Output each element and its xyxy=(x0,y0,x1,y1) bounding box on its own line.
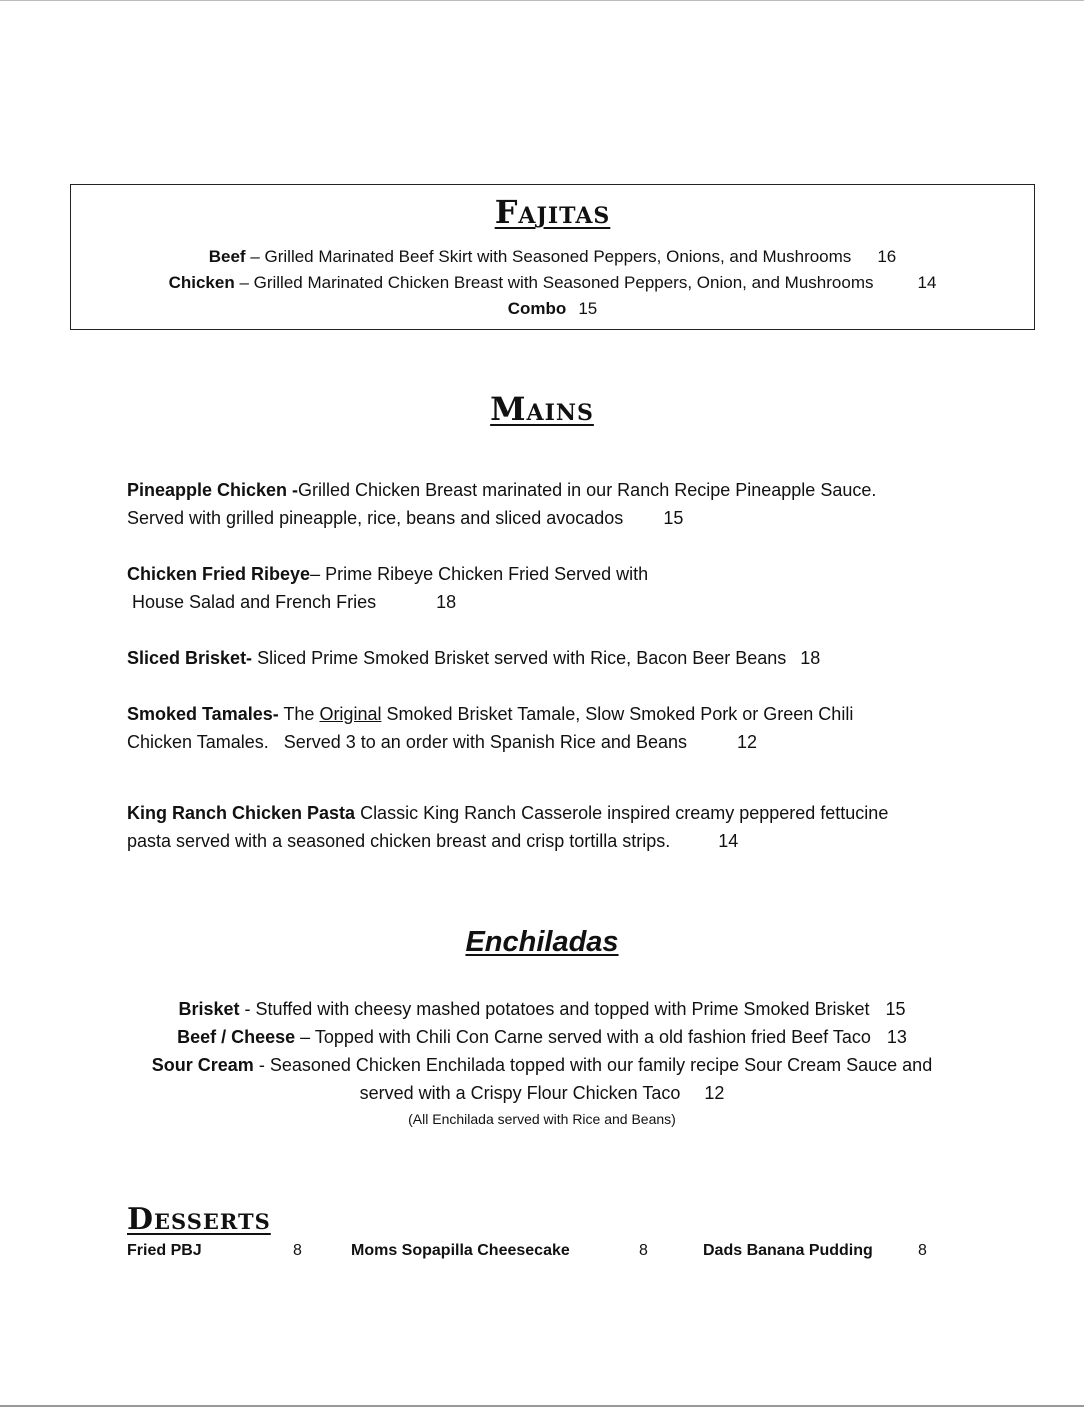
item-price: 15 xyxy=(885,999,906,1019)
item-description: House Salad and French Fries xyxy=(127,592,377,612)
dessert-price: 8 xyxy=(293,1242,302,1259)
item-name: Sliced Brisket- xyxy=(127,648,253,668)
mains-king-ranch-pasta xyxy=(127,799,888,855)
fajitas-beef xyxy=(71,247,1034,267)
enchilada-beef-cheese xyxy=(100,1023,984,1051)
item-name: Beef xyxy=(208,247,246,266)
item-name: King Ranch Chicken Pasta xyxy=(127,803,356,823)
mains-title: Mains xyxy=(490,390,594,428)
enchiladas-title: Enchiladas xyxy=(465,926,619,958)
item-price: 12 xyxy=(704,1083,725,1103)
mains-pineapple-chicken xyxy=(127,476,876,532)
dessert-price: 8 xyxy=(918,1242,927,1259)
top-border xyxy=(0,0,1084,1)
item-name: Sour Cream xyxy=(151,1055,254,1075)
fajitas-title: Fajitas xyxy=(494,193,611,231)
item-description: pasta served with a seasoned chicken breast and crisp tortilla strips. xyxy=(127,831,671,851)
item-name: Combo xyxy=(507,299,567,318)
item-name: Brisket xyxy=(178,999,240,1019)
dessert-name: Dads Banana Pudding xyxy=(703,1242,873,1259)
item-name: Smoked Tamales- xyxy=(127,704,279,724)
item-description: Classic King Ranch Casserole inspired creamy peppered fettucine xyxy=(355,803,889,823)
bottom-border xyxy=(0,1405,1084,1407)
item-description: Smoked Brisket Tamale, Slow Smoked Pork or Green Chili xyxy=(381,704,854,724)
item-description: – Topped with Chili Con Carne served with a old fashion fried Beef Taco xyxy=(295,1027,871,1047)
item-description: Sliced Prime Smoked Brisket served with Rice, Bacon Beer Beans xyxy=(252,648,787,668)
enchilada-brisket xyxy=(100,995,984,1023)
item-price: 15 xyxy=(578,299,598,318)
fajitas-section xyxy=(70,184,1035,330)
item-description: – Prime Ribeye Chicken Fried Served with xyxy=(310,564,649,584)
enchiladas-section xyxy=(100,995,984,1131)
mains-sliced-brisket xyxy=(127,644,820,672)
desserts-title: Desserts xyxy=(127,1202,271,1237)
dessert-price: 8 xyxy=(639,1242,648,1259)
item-price: 16 xyxy=(877,247,897,266)
item-description: served with a Crispy Flour Chicken Taco xyxy=(359,1083,681,1103)
item-price: 14 xyxy=(718,831,739,851)
fajitas-chicken xyxy=(71,273,1034,293)
item-price: 13 xyxy=(886,1027,907,1047)
fajitas-combo xyxy=(71,299,1034,319)
mains-chicken-fried-ribeye xyxy=(127,560,648,616)
enchilada-sour-cream xyxy=(100,1051,984,1107)
item-price: 18 xyxy=(436,592,457,612)
item-name: Pineapple Chicken - xyxy=(127,480,299,500)
item-description: Served with grilled pineapple, rice, beans and sliced avocados xyxy=(127,508,624,528)
item-description: The xyxy=(278,704,320,724)
item-price: 14 xyxy=(917,273,937,292)
item-description: - Seasoned Chicken Enchilada topped with our family recipe Sour Cream Sauce and xyxy=(253,1055,933,1075)
item-description: – Grilled Marinated Chicken Breast with Seasoned Peppers, Onion, and Mushrooms xyxy=(234,273,874,292)
item-name: Beef / Cheese xyxy=(177,1027,296,1047)
item-description: - Stuffed with cheesy mashed potatoes and topped with Prime Smoked Brisket xyxy=(239,999,870,1019)
item-price: 15 xyxy=(663,508,684,528)
item-description: Grilled Chicken Breast marinated in our Ranch Recipe Pineapple Sauce. xyxy=(298,480,877,500)
item-price: 18 xyxy=(800,648,821,668)
dessert-name: Moms Sopapilla Cheesecake xyxy=(351,1242,570,1259)
item-name: Chicken xyxy=(168,273,235,292)
item-name: Chicken Fried Ribeye xyxy=(127,564,311,584)
item-price: 12 xyxy=(736,732,758,752)
mains-smoked-tamales xyxy=(127,700,853,756)
item-description: Chicken Tamales. Served 3 to an order with Spanish Rice and Beans xyxy=(127,732,687,752)
item-description: – Grilled Marinated Beef Skirt with Seasoned Peppers, Onions, and Mushrooms xyxy=(245,247,852,266)
underlined-word: Original xyxy=(319,704,382,724)
enchiladas-note: (All Enchilada served with Rice and Beans) xyxy=(408,1111,676,1127)
dessert-name: Fried PBJ xyxy=(127,1242,202,1259)
